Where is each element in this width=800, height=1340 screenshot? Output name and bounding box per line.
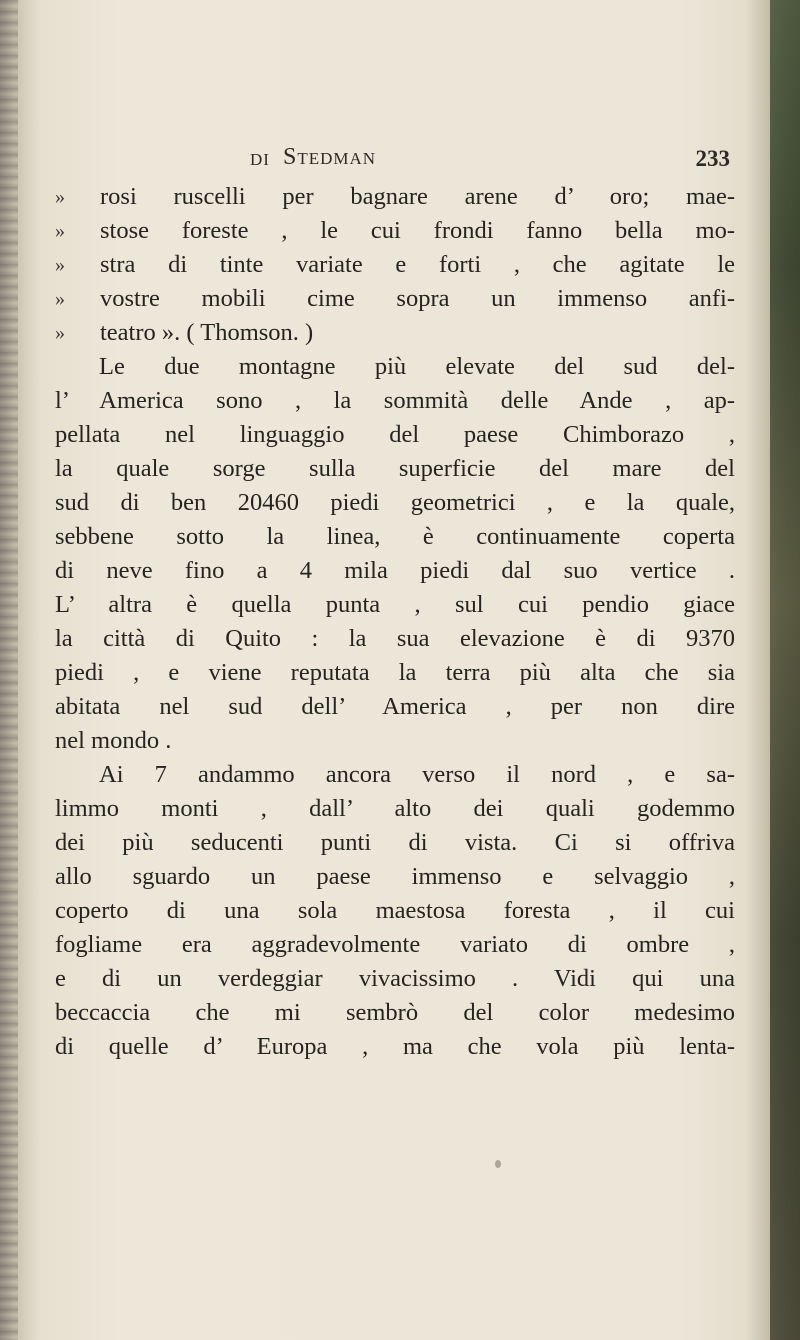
ink-speck (495, 1160, 501, 1168)
text-line: Ai 7 andammo ancora verso il nord , e sa- (99, 761, 735, 788)
quote-mark: » (55, 322, 65, 344)
page-gutter-shadow (0, 0, 18, 1340)
text-line: » stose foreste , le cui frondi fanno bella mo- (55, 214, 735, 248)
text-line: pellata nel linguaggio del paese Chimborazo , (55, 421, 735, 448)
quote-mark: » (55, 254, 65, 276)
text-line: sebbene sotto la linea, è continuamente coperta (55, 523, 735, 550)
text-line: la quale sorge sulla superficie del mare del (55, 455, 735, 482)
text-line: Le due montagne più elevate del sud del- (99, 353, 735, 380)
text-line: beccaccia che mi sembrò del color medesimo (55, 999, 735, 1026)
text-line: abitata nel sud dell’ America , per non dire (55, 693, 735, 720)
text-line: l’ America sono , la sommità delle Ande , ap- (55, 387, 735, 414)
running-head-author: Stedman (283, 144, 377, 170)
text-line: coperto di una sola maestosa foresta , il cui (55, 897, 735, 924)
quote-mark: » (55, 186, 65, 208)
text-line: di quelle d’ Europa , ma che vola più lenta- (55, 1033, 735, 1060)
text-line: limmo monti , dall’ alto dei quali godemmo (55, 795, 735, 822)
text-line: » stra di tinte variate e forti , che agitate le (55, 248, 735, 282)
quote-mark: » (55, 220, 65, 242)
text-line: fogliame era aggradevolmente variato di ombre , (55, 931, 735, 958)
text-line: » rosi ruscelli per bagnare arene d’ oro; mae- (55, 180, 735, 214)
text-line: L’ altra è quella punta , sul cui pendio giace (55, 591, 735, 618)
text-line: » vostre mobili cime sopra un immenso anfi- (55, 282, 735, 316)
page-number: 233 (695, 146, 730, 171)
text-line: » teatro ». ( Thomson. ) (55, 316, 735, 350)
text-line: la città di Quito : la sua elevazione è di 9370 (55, 625, 735, 652)
text-line: sud di ben 20460 piedi geometrici , e la quale, (55, 489, 735, 516)
running-head (250, 144, 730, 178)
running-head-prefix: DI (250, 150, 270, 169)
text-line: dei più seducenti punti di vista. Ci si offriva (55, 829, 735, 856)
text-line: allo sguardo un paese immenso e selvaggio , (55, 863, 735, 890)
page-edge-shadow (770, 0, 800, 1340)
text-line: e di un verdeggiar vivacissimo . Vidi qui una (55, 965, 735, 992)
text-line: di neve fino a 4 mila piedi dal suo vertice . (55, 557, 735, 584)
text-line: nel mondo . (55, 727, 172, 754)
text-line: piedi , e viene reputata la terra più alta che sia (55, 659, 735, 686)
quote-mark: » (55, 288, 65, 310)
